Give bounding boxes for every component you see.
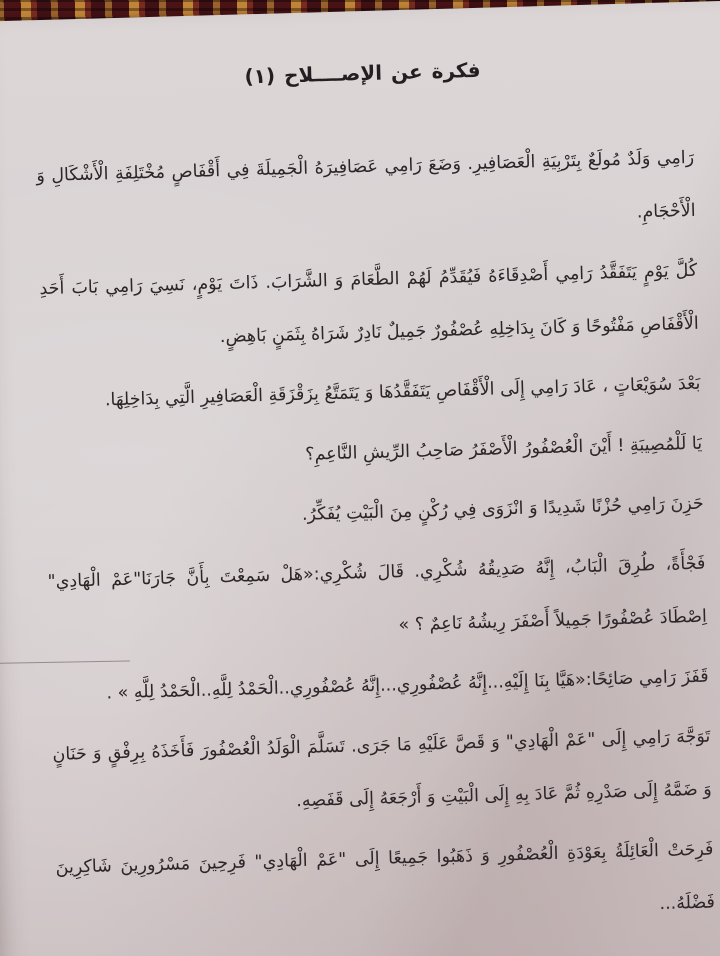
story-paragraph: بَعْدَ سُوَيْعَاتٍ ، عَادَ رَامِي إِلَى الْأَقْفَاصِ يَتَفَقَّدُهَا وَ يَتَمَتَّعُ بِزَقْزَقَةِ الْعَصَافِيرِ الَّتِي بِدَاخِلِهَا.	[104, 373, 701, 411]
story-paragraph: حَزِنَ رَامِي حُزْنًا شَدِيدًا وَ انْزَوَى فِي رُكْنٍ مِنَ الْبَيْتِ يُفَكِّرُ.	[301, 493, 705, 525]
story-paragraph: رَامِي وَلَدٌ مُولَعٌ بِتَرْبِيَةِ الْعَصَافِيرِ. وَضَعَ رَامِي عَصَافِيرَهُ الْجَمِيلَةَ فِي أَقْفَاصٍ مُخْتَلِفَةِ الْأَشْكَالِ وَ الْأَحْجَامِ.	[36, 147, 696, 223]
story-paragraph: فَرِحَتْ الْعَائِلَةُ بِعَوْدَةِ الْعُصْفُورِ وَ ذَهَبُوا جَمِيعًا إِلَى "عَمْ الْهَادِي" فَرِحِينَ مَسْرُورِينَ شَاكِرِينَ فَضْلَهُ...	[55, 839, 716, 915]
page-title: فكرة عن الإصــــلاح (١)	[244, 57, 481, 89]
story-paragraph: قَفَزَ رَامِي صَائِحًا:«هَيَّا بِنَا إِلَيْهِ...إِنَّهُ عُصْفُورِي...إِنَّهُ عُصْفُورِي..الْحَمْدُ لِلَّهِ..الْحَمْدُ لِلَّهِ » .	[106, 666, 709, 704]
story-paragraph: تَوَجَّهَ رَامِي إِلَى "عَمْ الْهَادِي" وَ قَصَّ عَلَيْهِ مَا جَرَى. تَسَلَّمَ الْوَلَدُ الْعُصْفُورَ فَأَخَذَهُ بِرِفْقٍ وَ حَنَانٍ وَ ضَمَّهُ إِلَى صَدْرِهِ ثُمَّ عَادَ بِهِ إِلَى الْبَيْتِ وَ أَرْجَعَهُ إِلَى قَفَصِهِ.	[52, 726, 713, 812]
story-paragraph: يَا لَلْمُصِيبَةِ ! أَيْنَ الْعُصْفُورُ الْأَصْفَرُ صَاحِبُ الرِّيشِ النَّاعِمِ؟	[305, 433, 703, 465]
story-paragraph: فَجْأَةً، طُرِقَ الْبَابُ، إِنَّهُ صَدِيقُهُ شُكْرِي. قَالَ شُكْرِي:«هَلْ سَمِعْتَ بِأَنَّ جَارَنَا"عَمْ الْهَادِي" اِصْطَادَ عُصْفُورًا جَمِيلاً أَصْفَرَ رِيشُهُ نَاعِمٌ ؟ »	[47, 553, 708, 636]
story-paragraph: كُلَّ يَوْمٍ يَتَفَقَّدُ رَامِي أَصْدِقَاءَهُ فَيُقَدِّمُ لَهُمْ الطَّعَامَ وَ الشَّرَابَ. ذَاتَ يَوْمٍ، نَسِيَ رَامِي بَابَ أَحَدِ الْأَقْفَاصِ مَفْتُوحًا وَ كَانَ بِدَاخِلِهِ عُصْفُورٌ جَمِيلٌ نَادِرٌ شَرَاهُ بِثَمَنٍ بَاهِضٍ.	[39, 260, 699, 348]
story-text	[36, 132, 716, 948]
